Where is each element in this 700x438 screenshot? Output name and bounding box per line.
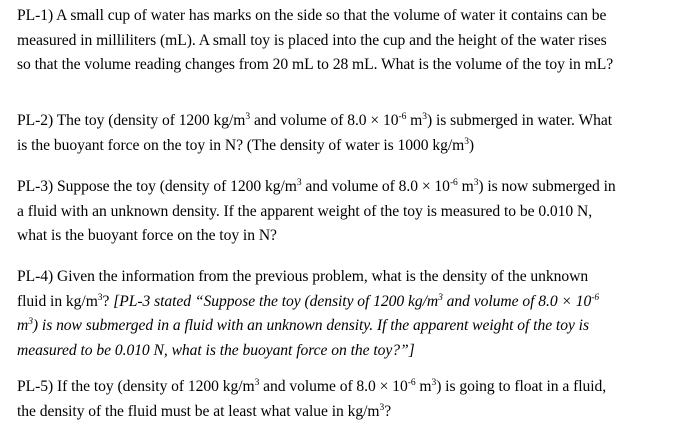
problem-pl-4 [17,265,697,363]
problem-pl-3 [17,175,697,249]
problem-line: measured in milliliters (mL). A small toy is placed into the cup and the height of the water rises [17,31,607,49]
problem-line: PL-1) A small cup of water has marks on the side so that the volume of water it contains can be [17,7,607,24]
problem-line: is the buoyant force on the toy in N? (The density of water is 1000 $kg/m^3$) [17,136,475,154]
problem-line: $m^3$) is now submerged in a fluid with an unknown density. If the apparent weight of the toy is [17,317,589,334]
problem-line: the density of the fluid must be at least what value in $kg/m^3$? [17,402,392,420]
problem-line: PL-2) The toy (density of 1200 $kg/m^3$ and volume of $8.0 \times 10^{-6}$ $m^3$) is submerged in water. What [17,112,613,129]
problem-pl-1 [17,4,697,78]
problem-line: PL-3) Suppose the toy (density of 1200 $kg/m^3$ and volume of $8.0 \times 10^{-6}$ $m^3$) is now submerged in [17,178,616,195]
problem-line: so that the volume reading changes from 20 mL to 28 mL. What is the volume of the toy in mL? [17,56,614,73]
problem-line: PL-5) If the toy (density of 1200 $kg/m^3$ and volume of $8.0 \times 10^{-6}$ $m^3$) is going to float in a fluid, [17,378,607,395]
problem-pl-5 [17,375,697,424]
problem-line: measured to be 0.010 N, what is the buoyant force on the toy?”] [17,341,415,359]
problem-line: fluid in $kg/m^3$? [PL-3 stated “Suppose the toy (density of 1200 $kg/m^3$ and volume of $8.0 \times 10^{-6}$ [17,292,600,310]
problem-pl-2 [17,109,697,158]
problem-line: PL-4) Given the information from the previous problem, what is the density of the unknown [17,268,589,285]
problem-line: what is the buoyant force on the toy in N? [17,227,277,244]
problem-line: a fluid with an unknown density. If the apparent weight of the toy is measured to be 0.010 N, [17,202,593,220]
